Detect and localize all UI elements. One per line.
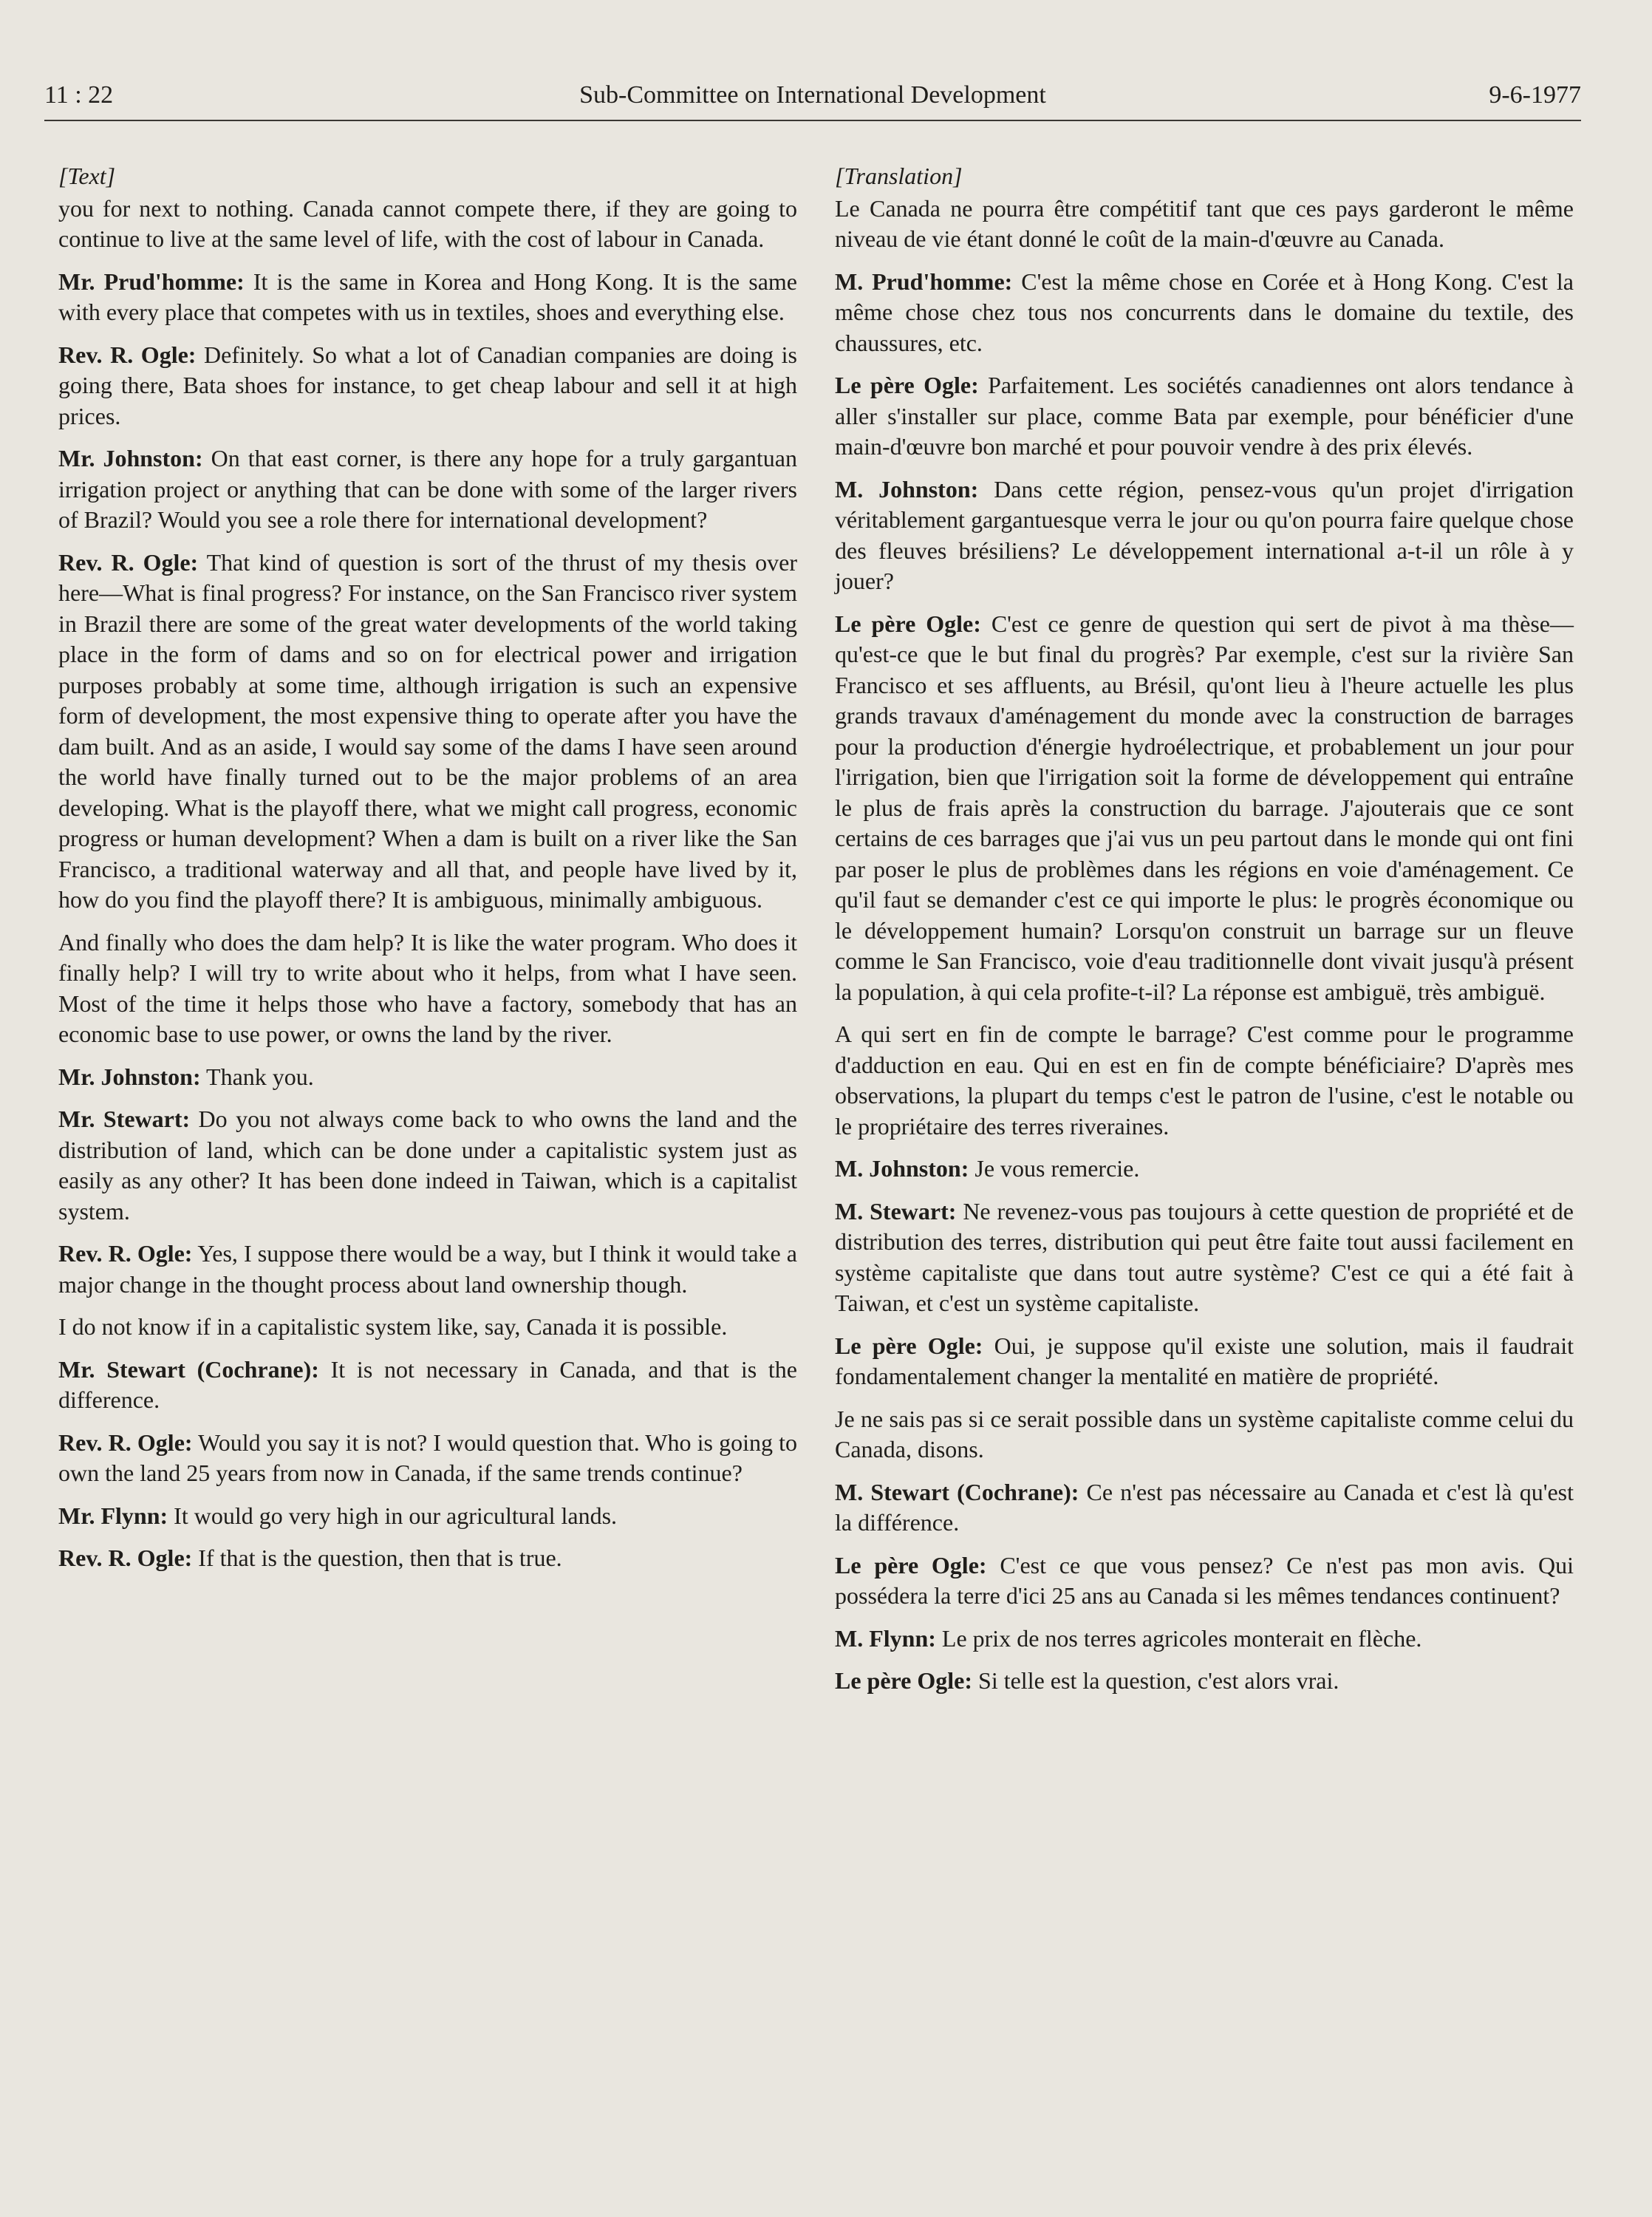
speaker-name: Le père Ogle: (835, 610, 981, 637)
speaker-name: Le père Ogle: (835, 372, 979, 398)
header-rule (44, 120, 1581, 121)
transcript-paragraph (835, 1404, 1574, 1465)
transcript-paragraph (835, 1154, 1574, 1185)
speaker-name: Rev. R. Ogle: (58, 341, 197, 368)
paragraph-text: Si telle est la question, c'est alors vrai. (972, 1667, 1339, 1694)
speaker-name: Le père Ogle: (835, 1332, 983, 1359)
paragraph-text: It would go very high in our agricultural lands. (168, 1502, 618, 1529)
paragraph-text: Oui, je suppose qu'il existe une solution, mais il faudrait fondamentalement changer la mentalité en matière de propriété. (835, 1332, 1574, 1389)
transcript-paragraph (835, 609, 1574, 1008)
paragraph-text: Thank you. (200, 1063, 314, 1090)
committee-title: Sub-Committee on International Development (579, 81, 1046, 109)
speaker-name: M. Johnston: (835, 475, 979, 503)
speaker-name: Le père Ogle: (835, 1551, 987, 1579)
page-date: 9-6-1977 (1489, 81, 1581, 109)
english-column (58, 161, 797, 1586)
speaker-name: Mr. Stewart (Cochrane): (58, 1355, 319, 1383)
page-number: 11 : 22 (44, 81, 114, 109)
paragraph-text: Le prix de nos terres agricoles monterait en flèche. (935, 1624, 1422, 1652)
english-paragraphs (58, 194, 797, 1574)
paragraph-text: Je vous remercie. (969, 1155, 1140, 1182)
speaker-name: M. Flynn: (835, 1624, 936, 1652)
transcript-paragraph (835, 1477, 1574, 1539)
transcript-paragraph (58, 1543, 797, 1574)
speaker-name: M. Prud'homme: (835, 268, 1013, 295)
column-label-text: [Text] (58, 163, 116, 189)
transcript-paragraph (835, 1550, 1574, 1612)
transcript-paragraph (835, 1666, 1574, 1697)
paragraph-text: Parfaitement. Les sociétés canadiennes ont alors tendance à aller s'installer sur place, comme Bata par exemple, pour bénéficier d'une main-d'œuvre bon marché et pour pouvoir vendre à des prix élevés. (835, 372, 1574, 460)
paragraph-text: On that east corner, is there any hope for a truly gargantuan irrigation project or anything that can be done with some of the larger rivers of Brazil? Would you see a role there for international development? (58, 445, 798, 533)
column-label-translation: [Translation] (835, 163, 963, 189)
paragraph-text: Je ne sais pas si ce serait possible dans un système capitaliste comme celui du Canada, disons. (835, 1405, 1574, 1462)
paragraph-text: Dans cette région, pensez-vous qu'un projet d'irrigation véritablement gargantuesque verra le jour ou qu'on pourra faire quelque chose des fleuves brésiliens? Le développement international a-t-il un rôle à y jouer? (835, 475, 1574, 594)
speaker-name: Rev. R. Ogle: (58, 1240, 193, 1267)
french-paragraphs (835, 194, 1574, 1697)
paragraph-text: C'est la même chose en Corée et à Hong Kong. C'est la même chose chez tous nos concurrents dans le domaine du textile, des chaussures, etc. (835, 268, 1574, 356)
transcript-paragraph (835, 1196, 1574, 1319)
transcript-paragraph (835, 1019, 1574, 1142)
speaker-name: Rev. R. Ogle: (58, 1545, 193, 1571)
page-header (44, 81, 1581, 120)
paragraph-text: If that is the question, then that is true. (192, 1545, 562, 1571)
speaker-name: Mr. Johnston: (58, 1063, 201, 1090)
speaker-name: Mr. Prud'homme: (58, 268, 245, 295)
speaker-name: M. Johnston: (835, 1155, 969, 1182)
transcript-paragraph (835, 267, 1574, 359)
transcript-paragraph (58, 927, 797, 1050)
transcript-paragraph (58, 1355, 797, 1416)
paragraph-text: C'est ce genre de question qui sert de pivot à ma thèse—qu'est-ce que le but final du progrès? Par exemple, c'est sur la rivière San Francisco et ses affluents, au Brésil, qu'ont lieu à l'heure actuelle les plus grands travaux d'aménagement du monde avec la construction de barrages pour la production d'énergie hydroélectrique, et probablement un jour pour l'irrigation, bien que l'irrigation soit la forme de développement qui entraîne le plus de frais après la construction du barrage. J'ajouterais que ce sont certains de ces barrages que j'ai vus un peu partout dans le monde qui ont fini par poser le plus de problèmes dans les régions en voie d'aménagement. Ce qu'il faut se demander c'est ce qui importe le plus: le progrès économique ou le développement humain? Lorsqu'on construit un barrage sur un fleuve comme le San Francisco, voie d'eau traditionnelle dont vivait jusqu'à présent la population, à qui cela profite-t-il? La réponse est ambiguë, très ambiguë. (835, 610, 1574, 1005)
speaker-name: Rev. R. Ogle: (58, 548, 199, 576)
transcript-paragraph (58, 1428, 797, 1489)
paragraph-text: Definitely. So what a lot of Canadian companies are doing is going there, Bata shoes for instance, to get cheap labour and sell it at high prices. (58, 341, 798, 429)
speaker-name: M. Stewart: (835, 1197, 957, 1225)
speaker-name: Rev. R. Ogle: (58, 1428, 193, 1456)
speaker-name: M. Stewart (Cochrane): (835, 1478, 1079, 1505)
transcript-paragraph (835, 474, 1574, 597)
transcript-paragraph (58, 1239, 797, 1300)
paragraph-text: I do not know if in a capitalistic system like, say, Canada it is possible. (58, 1313, 728, 1340)
french-column (835, 161, 1574, 1709)
transcript-paragraph (58, 340, 797, 432)
speaker-name: Mr. Johnston: (58, 445, 203, 471)
paragraph-text: C'est ce que vous pensez? Ce n'est pas mon avis. Qui possédera la terre d'ici 25 ans au Canada si les mêmes tendances continuent? (835, 1551, 1574, 1609)
speaker-name: Mr. Stewart: (58, 1106, 191, 1132)
paragraph-text: Ne revenez-vous pas toujours à cette question de propriété et de distribution des terres, distribution qui peut être faite tout aussi facilement en système capitaliste que dans tout autre système? C'est ce qui a été fait à Taiwan, et c'est un système capitaliste. (835, 1197, 1574, 1316)
transcript-paragraph (835, 1331, 1574, 1392)
transcript-paragraph (835, 194, 1574, 255)
paragraph-text: Do you not always come back to who owns the land and the distribution of land, which can be done under a capitalistic system just as easily as any other? It has been done indeed in Taiwan, which is a capitalist system. (58, 1106, 798, 1225)
paragraph-text: It is the same in Korea and Hong Kong. It is the same with every place that competes with us in textiles, shoes and everything else. (58, 268, 798, 325)
transcript-paragraph (835, 370, 1574, 463)
transcript-paragraph (58, 1501, 797, 1532)
paragraph-text: Le Canada ne pourra être compétitif tant que ces pays garderont le même niveau de vie étant donné le coût de la main-d'œuvre au Canada. (835, 194, 1574, 252)
transcript-paragraph (58, 1062, 797, 1093)
paragraph-text: That kind of question is sort of the thrust of my thesis over here—What is final progress? For instance, on the San Francisco river system in Brazil there are some of the great water developments of the world taking place in the form of dams and so on for electrical power and irrigation purposes probably at some time, although irrigation is such an expensive form of development, the most expensive thing to operate after you have the dam built. And as an aside, I would say some of the dams I have seen around the world have finally turned out to be the major problems of an area developing. What is the playoff there, what we might call progress, economic progress or human development? When a dam is built on a river like the San Francisco, a traditional waterway and all that, and people have lived by it, how do you find the playoff there? It is ambiguous, minimally ambiguous. (58, 548, 798, 913)
paragraph-text: Would you say it is not? I would question that. Who is going to own the land 25 years from now in Canada, if the same trends continue? (58, 1428, 798, 1486)
transcript-paragraph (58, 267, 797, 328)
paragraph-text: Ce n'est pas nécessaire au Canada et c'est là qu'est la différence. (835, 1478, 1574, 1536)
transcript-paragraph (58, 548, 797, 916)
transcript-paragraph (58, 194, 797, 255)
speaker-name: Mr. Flynn: (58, 1502, 168, 1529)
transcript-paragraph (58, 1312, 797, 1343)
paragraph-text: And finally who does the dam help? It is like the water program. Who does it finally help? I will try to write about who it helps, from what I have seen. Most of the time it helps those who have a factory, somebody that has an economic base to use power, or owns the land by the river. (58, 928, 797, 1047)
transcript-paragraph (835, 1624, 1574, 1655)
paragraph-text: Yes, I suppose there would be a way, but I think it would take a major change in the thought process about land ownership though. (58, 1240, 798, 1298)
transcript-paragraph (58, 443, 797, 536)
transcript-paragraph (58, 1104, 797, 1227)
paragraph-text: It is not necessary in Canada, and that is the difference. (58, 1355, 797, 1413)
paragraph-text: A qui sert en fin de compte le barrage? C'est comme pour le programme d'adduction en eau. Qui en est en fin de compte bénéficiaire? D'après mes observations, la plupart du temps c'est le patron de l'usine, c'est le notable ou le propriétaire des terres riveraines. (835, 1021, 1574, 1140)
speaker-name: Le père Ogle: (835, 1667, 973, 1694)
paragraph-text: you for next to nothing. Canada cannot compete there, if they are going to continue to live at the same level of life, with the cost of labour in Canada. (58, 194, 797, 252)
